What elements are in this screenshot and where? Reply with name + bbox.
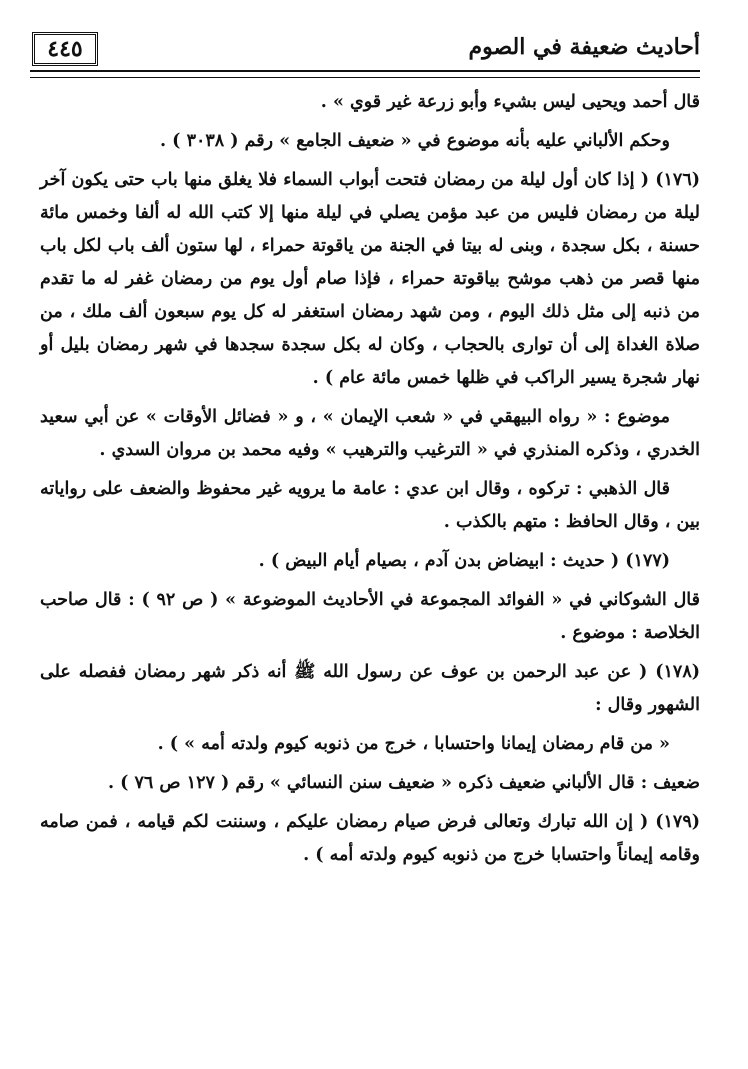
grading-178: ضعيف : قال الألباني ضعيف ذكره « ضعيف سنن النسائي » رقم ( ١٢٧ ص ٧٦ ) .	[107, 773, 700, 793]
hadith-177: (١٧٧) ( حديث : ابيضاض بدن آدم ، بصيام أيام البيض ) .	[258, 551, 670, 571]
grading-176: موضوع : « رواه البيهقي في « شعب الإيمان » ، و « فضائل الأوقات » عن أبي سعيد الخدري ، وذكره المنذري في « الترغيب والترهيب » وفيه محمد بن مروان السدي .	[40, 407, 700, 460]
header-rule	[30, 70, 700, 78]
hadith-176: (١٧٦) ( إذا كان أول ليلة من رمضان فتحت أبواب السماء فلا يغلق منها باب حتى يكون آخر ليلة من رمضان فليس من عبد مؤمن يصلي في ليلة منها إلا كتب الله له ألفا وخمس مائة حسنة ، بكل سجدة ، وبنى له بيتا في الجنة من ياقوتة حمراء ، لها ستون ألف باب لكل باب منها قصر من ذهب موشح بياقوتة حمراء ، فإذا صام أول يوم من رمضان غفر له ما تقدم من ذنبه إلى مثل ذلك اليوم ، ومن شهد رمضان استغفر له كل يوم سبعون ألف ملك ، من صلاة الغداة إلى أن توارى بالحجاب ، وكان له بكل سجدة سجدها في شهر رمضان بليل أو نهار شجرة يسير الراكب في ظلها خمس مائة عام ) .	[40, 170, 700, 388]
body-text	[40, 86, 700, 878]
grading-177: قال الشوكاني في « الفوائد المجموعة في الأحاديث الموضوعة » ( ص ٩٢ ) : قال صاحب الخلاصة : موضوع .	[40, 590, 700, 643]
hadith-178-quote: « من قام رمضان إيمانا واحتسابا ، خرج من ذنوبه كيوم ولدته أمه » ) .	[157, 734, 670, 754]
hadith-179: (١٧٩) ( إن الله تبارك وتعالى فرض صيام رمضان عليكم ، وسننت لكم قيامه ، فمن صامه وقامه إيماناً واحتسابا خرج من ذنوبه كيوم ولدته أمه ) .	[40, 812, 700, 865]
paragraph-1: قال أحمد ويحيى ليس بشيء وأبو زرعة غير قوي » .	[320, 92, 700, 112]
page-number: ٤٤٥	[32, 32, 98, 66]
page-header	[28, 30, 700, 74]
hadith-178: (١٧٨) ( عن عبد الرحمن بن عوف عن رسول الله ﷺ أنه ذكر شهر رمضان ففصله على الشهور وقال :	[40, 662, 700, 715]
paragraph-2: وحكم الألباني عليه بأنه موضوع في « ضعيف الجامع » رقم ( ٣٠٣٨ ) .	[160, 131, 670, 151]
narrator-criticism-176: قال الذهبي : تركوه ، وقال ابن عدي : عامة ما يرويه غير محفوظ والضعف على رواياته بين ، وقال الحافظ : متهم بالكذب .	[40, 479, 700, 532]
running-title: أحاديث ضعيفة في الصوم	[468, 34, 700, 60]
